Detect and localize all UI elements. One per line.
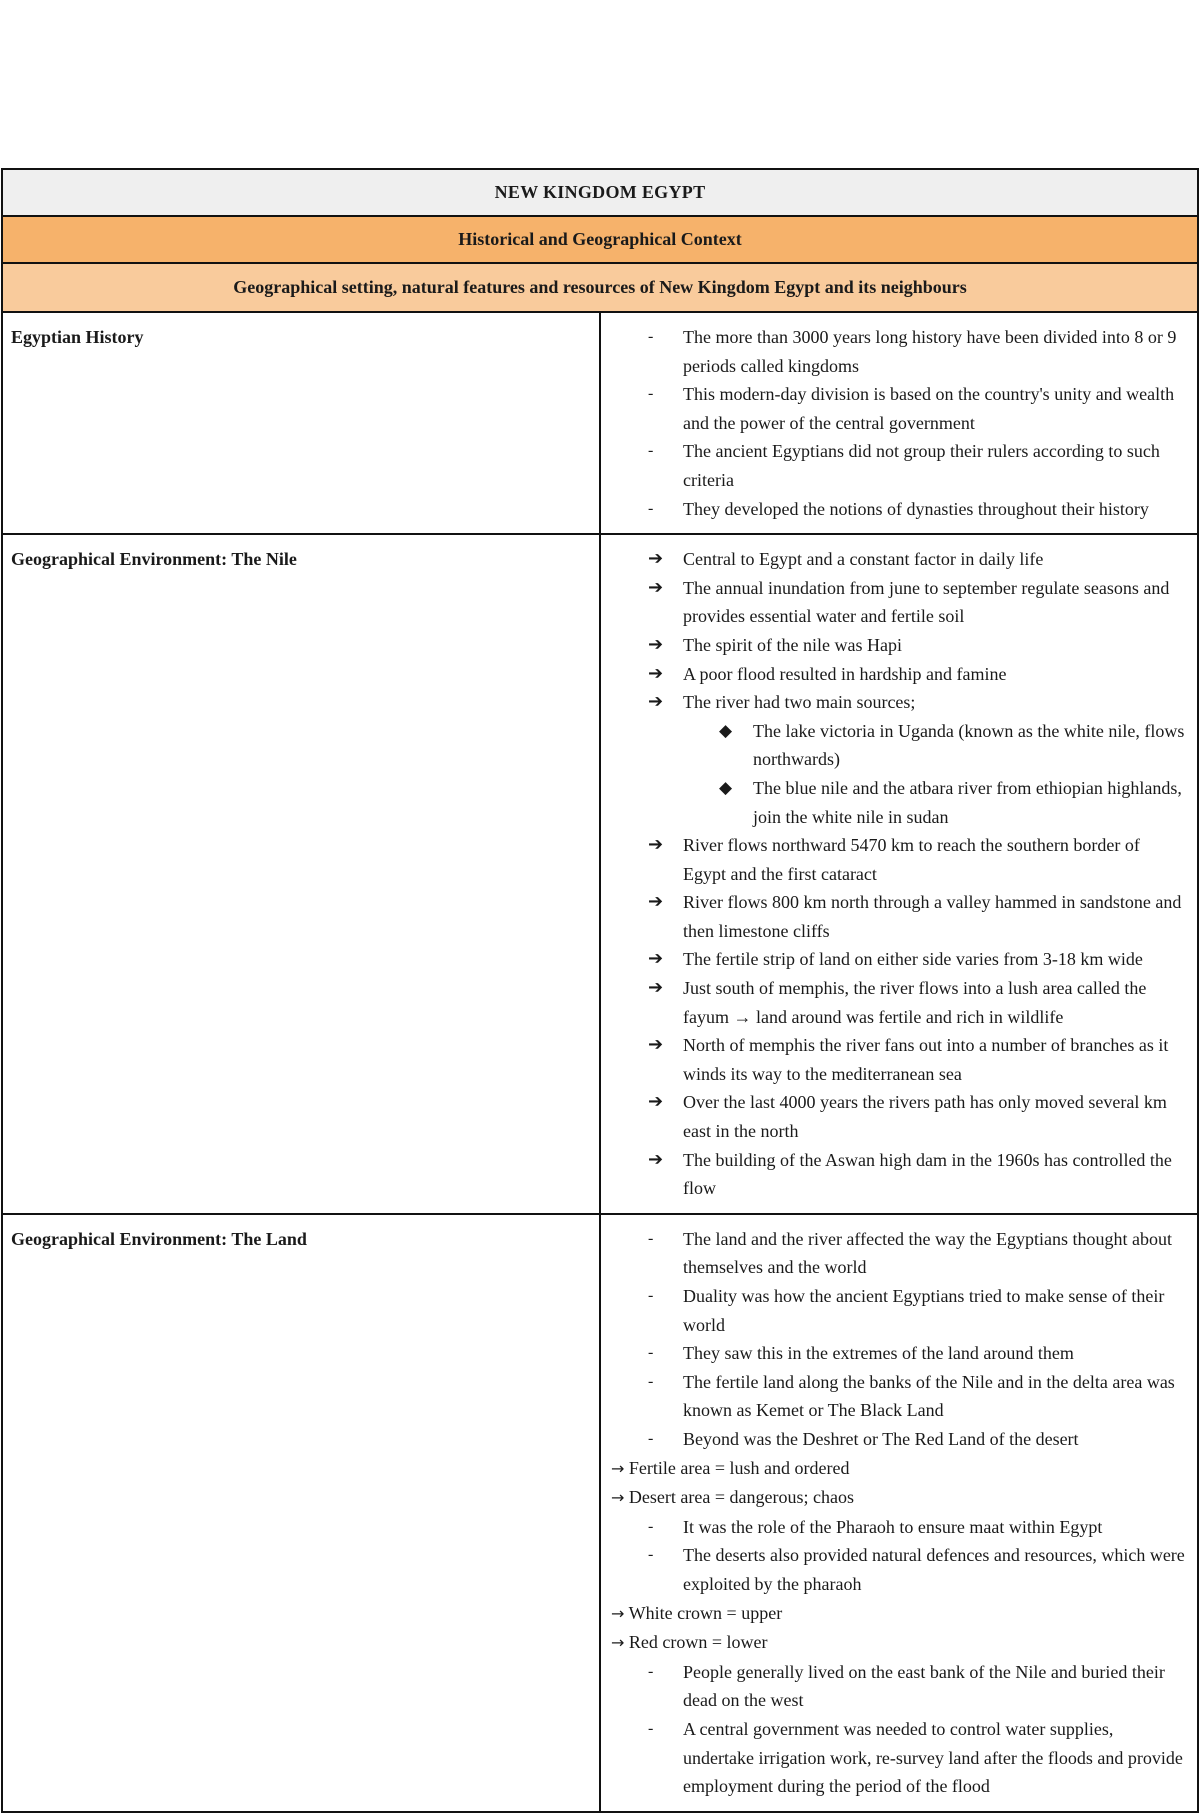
list-item <box>611 974 1187 1031</box>
list-item <box>611 380 1187 437</box>
list-item <box>611 545 1187 574</box>
list-item <box>611 1339 1187 1368</box>
topic-label: Egyptian History <box>2 312 600 534</box>
title-row <box>2 169 1198 216</box>
list-item-text: The annual inundation from june to september regulate seasons and provides essential water and fertile soil <box>683 577 1170 627</box>
list-item <box>611 774 1187 831</box>
arrow-bullet-icon: ➔ <box>648 1148 664 1170</box>
topic-row-nile <box>2 534 1198 1214</box>
arrow-bullet-icon: ➔ <box>648 576 664 598</box>
list-item-text: Desert area = dangerous; chaos <box>628 1487 854 1508</box>
list-item-text: Red crown = lower <box>628 1632 768 1653</box>
dash-bullet-icon: - <box>648 1229 654 1247</box>
bullet-list <box>611 1225 1187 1801</box>
list-item <box>611 574 1187 631</box>
notes-table <box>1 168 1199 1813</box>
arrow-bullet-icon: ➔ <box>648 948 664 970</box>
arrow-icon: → <box>611 1488 625 1508</box>
list-item <box>611 1541 1187 1598</box>
arrow-icon: → <box>611 1633 625 1653</box>
list-item-text: The spirit of the nile was Hapi <box>683 634 902 655</box>
list-item-text: The building of the Aswan high dam in the 1960s has controlled the flow <box>683 1149 1172 1199</box>
list-item-text: The lake victoria in Uganda (known as the white nile, flows northwards) <box>753 720 1185 770</box>
list-item <box>611 1425 1187 1454</box>
list-item-text: The deserts also provided natural defences and resources, which were exploited by the pharaoh <box>683 1545 1185 1594</box>
arrow-bullet-icon: ➔ <box>648 548 664 570</box>
list-item <box>611 1599 1187 1629</box>
dash-bullet-icon: - <box>648 328 654 345</box>
list-item <box>611 631 1187 660</box>
list-item-text: A poor flood resulted in hardship and famine <box>683 663 1007 684</box>
list-item <box>611 1088 1187 1145</box>
arrow-bullet-icon: ➔ <box>648 1034 664 1056</box>
list-item <box>611 1454 1187 1484</box>
topic-content <box>600 1214 1198 1812</box>
list-item-text: Duality was how the ancient Egyptians tried to make sense of their world <box>683 1286 1165 1335</box>
arrow-icon: → <box>611 1458 625 1478</box>
list-item-text: This modern-day division is based on the country's unity and wealth and the power of the central government <box>683 384 1175 433</box>
list-item-text: White crown = upper <box>628 1602 783 1623</box>
dash-bullet-icon: - <box>648 1719 654 1737</box>
list-item <box>611 1483 1187 1513</box>
list-item-text: The ancient Egyptians did not group their rulers according to such criteria <box>683 441 1160 490</box>
section-heading: Historical and Geographical Context <box>2 216 1198 263</box>
list-item-text: They saw this in the extremes of the land around them <box>683 1343 1074 1364</box>
diamond-bullet-icon: ◆ <box>719 777 733 798</box>
list-item-text: The fertile land along the banks of the Nile and in the delta area was known as Kemet or The Black Land <box>683 1371 1175 1421</box>
document-title: NEW KINGDOM EGYPT <box>2 169 1198 216</box>
dash-bullet-icon: - <box>648 1546 654 1564</box>
list-item-text: Central to Egypt and a constant factor in daily life <box>683 549 1044 570</box>
dash-bullet-icon: - <box>648 385 654 403</box>
subsection-heading: Geographical setting, natural features and resources of New Kingdom Egypt and its neighbours <box>2 263 1198 312</box>
list-item <box>611 437 1187 494</box>
list-item <box>611 831 1187 888</box>
topic-content <box>600 534 1198 1214</box>
dash-bullet-icon: - <box>648 1429 654 1447</box>
dash-bullet-icon: - <box>648 1372 654 1390</box>
arrow-bullet-icon: ➔ <box>648 977 664 999</box>
topic-content <box>600 312 1198 534</box>
list-item-text: River flows 800 km north through a valley hammed in sandstone and then limestone cliffs <box>683 892 1182 941</box>
topic-label: Geographical Environment: The Nile <box>2 534 600 1214</box>
list-item-text: Fertile area = lush and ordered <box>628 1457 850 1478</box>
dash-bullet-icon: - <box>648 499 654 517</box>
arrow-bullet-icon: ➔ <box>648 662 664 684</box>
list-item <box>611 660 1187 689</box>
diamond-bullet-icon: ◆ <box>719 720 733 741</box>
bullet-list <box>611 323 1187 523</box>
topic-row-egyptian-history <box>2 312 1198 534</box>
list-item-text: North of memphis the river fans out into a number of branches as it winds its way to the mediterranean sea <box>683 1035 1169 1084</box>
list-item <box>611 1146 1187 1203</box>
list-item <box>611 1282 1187 1339</box>
section-row <box>2 216 1198 263</box>
list-item <box>611 323 1187 380</box>
list-item <box>611 1368 1187 1425</box>
arrow-bullet-icon: ➔ <box>648 1091 664 1113</box>
arrow-bullet-icon: ➔ <box>648 834 664 856</box>
list-item-text: Over the last 4000 years the rivers path has only moved several km east in the north <box>683 1092 1167 1142</box>
list-item <box>611 1658 1187 1715</box>
list-item <box>611 495 1187 524</box>
arrow-bullet-icon: ➔ <box>648 633 664 655</box>
list-item <box>611 1513 1187 1542</box>
dash-bullet-icon: - <box>648 442 654 460</box>
list-item-text: River flows northward 5470 km to reach the southern border of Egypt and the first cataract <box>683 835 1140 884</box>
bullet-list <box>611 545 1187 1203</box>
list-item <box>611 1715 1187 1801</box>
dash-bullet-icon: - <box>648 1287 654 1304</box>
list-item <box>611 888 1187 945</box>
arrow-bullet-icon: ➔ <box>648 891 664 913</box>
dash-bullet-icon: - <box>648 1517 654 1535</box>
list-item-text: The more than 3000 years long history have been divided into 8 or 9 periods called kingdoms <box>683 327 1177 376</box>
list-item <box>611 1225 1187 1282</box>
arrow-icon: → <box>611 1603 625 1623</box>
list-item <box>611 1628 1187 1658</box>
list-item-text: A central government was needed to control water supplies, undertake irrigation work, re-survey land after the floods and provide employment during the period of the flood <box>683 1718 1183 1797</box>
list-item-text: Just south of memphis, the river flows into a lush area called the fayum → land around was fertile and rich in wildlife <box>683 978 1147 1027</box>
list-item-text: It was the role of the Pharaoh to ensure maat within Egypt <box>683 1516 1103 1537</box>
list-item <box>611 945 1187 974</box>
list-item-text: People generally lived on the east bank of the Nile and buried their dead on the west <box>683 1661 1165 1711</box>
list-item-text: They developed the notions of dynasties throughout their history <box>683 498 1149 519</box>
list-item-text: The river had two main sources; <box>683 692 916 713</box>
topic-label: Geographical Environment: The Land <box>2 1214 600 1812</box>
list-item <box>611 688 1187 717</box>
dash-bullet-icon: - <box>648 1344 654 1362</box>
list-item-text: The land and the river affected the way the Egyptians thought about themselves and the world <box>683 1228 1173 1278</box>
subsection-row <box>2 263 1198 312</box>
list-item-text: The blue nile and the atbara river from ethiopian highlands, join the white nile in sudan <box>753 777 1182 827</box>
arrow-bullet-icon: ➔ <box>648 691 664 713</box>
list-item-text: Beyond was the Deshret or The Red Land of the desert <box>683 1428 1079 1449</box>
topic-row-land <box>2 1214 1198 1812</box>
list-item <box>611 717 1187 774</box>
list-item-text: The fertile strip of land on either side varies from 3-18 km wide <box>683 949 1143 970</box>
list-item <box>611 1031 1187 1088</box>
dash-bullet-icon: - <box>648 1662 654 1680</box>
